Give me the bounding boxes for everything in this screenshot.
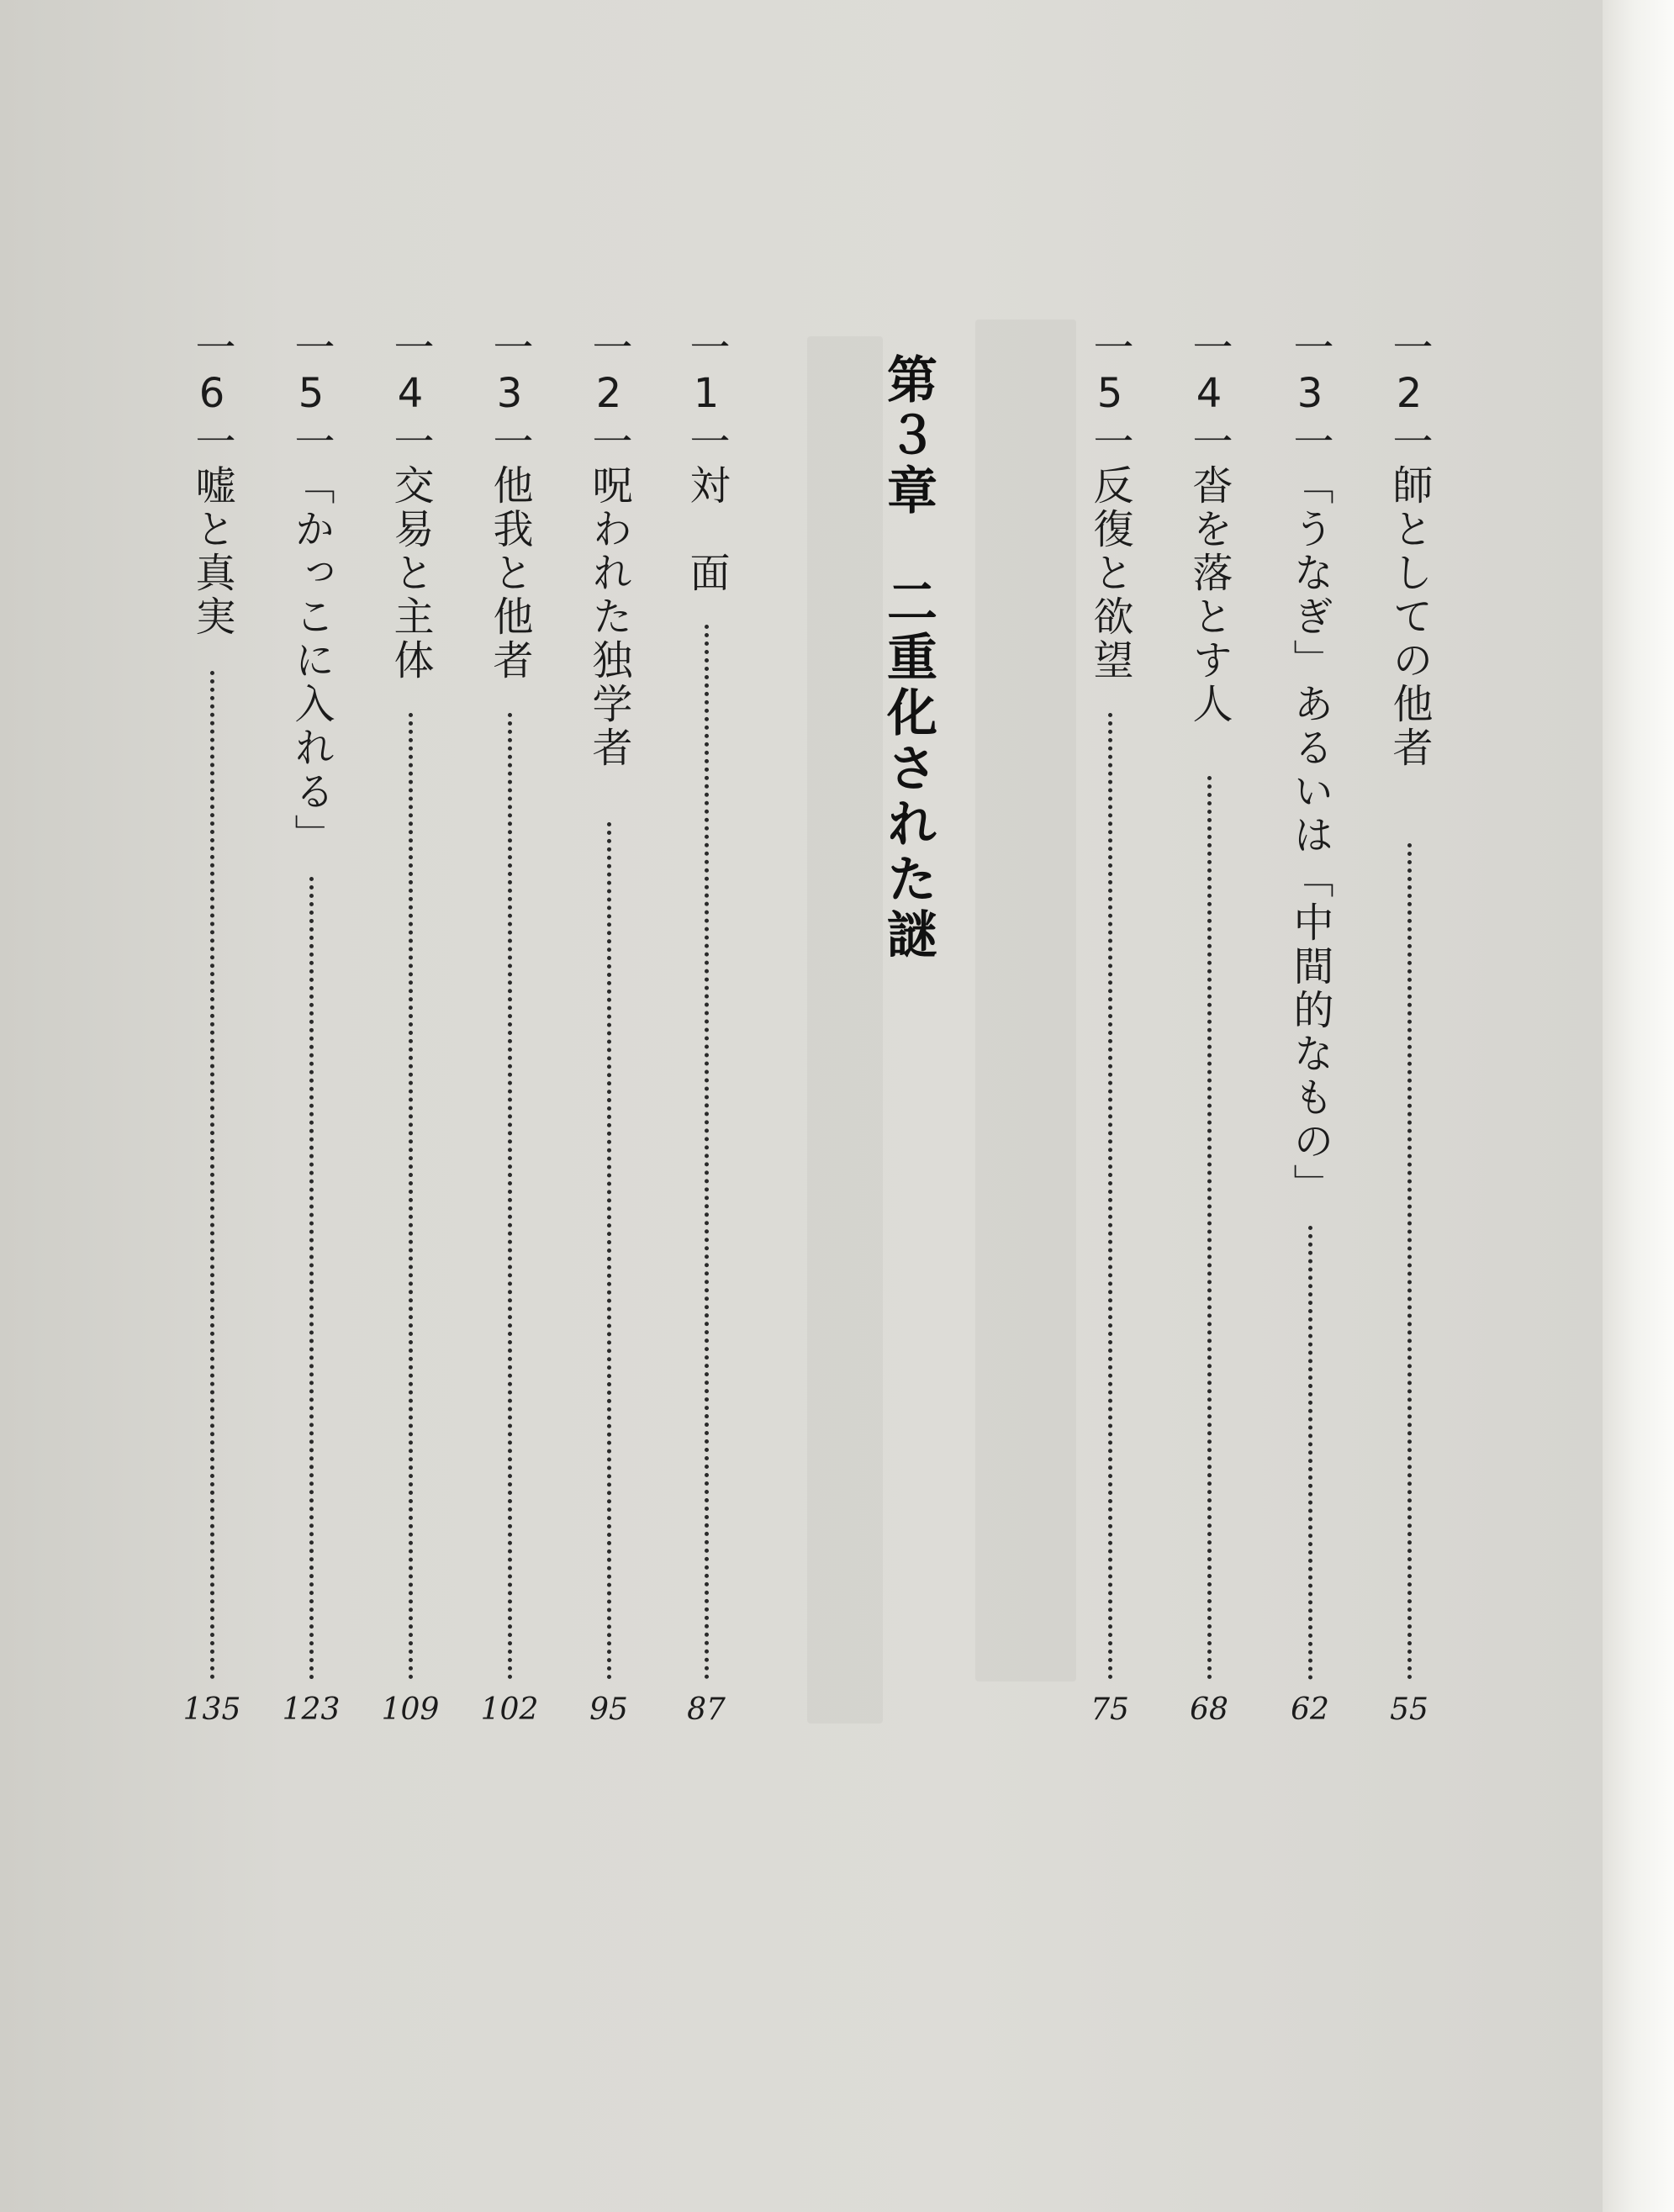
section-title: 反復と欲望 <box>1086 464 1133 683</box>
leader-dots <box>210 671 214 1680</box>
leader-dots <box>1207 776 1212 1680</box>
section-title: 嘘と真実 <box>188 464 235 639</box>
section-title: 交易と主体 <box>387 464 434 683</box>
page-number: 75 <box>1090 1692 1129 1727</box>
page-number: 135 <box>182 1692 241 1727</box>
leader-dots <box>1407 843 1412 1680</box>
leader-dots <box>607 822 611 1680</box>
leader-dots <box>508 713 512 1680</box>
section-marker: 一2一 <box>1386 326 1433 464</box>
section-marker: 一3一 <box>1286 326 1333 464</box>
toc-entry-text <box>1184 326 1234 726</box>
toc-entry[interactable] <box>480 326 539 1747</box>
page-number: 55 <box>1390 1692 1428 1727</box>
section-title: 他我と他者 <box>486 464 533 683</box>
toc-entry-text <box>1085 326 1135 683</box>
page-edge <box>1603 0 1674 2212</box>
section-marker: 一6一 <box>188 326 235 464</box>
section-marker: 一5一 <box>1086 326 1133 464</box>
toc-entry[interactable] <box>1384 326 1434 1747</box>
section-marker: 一5一 <box>288 326 335 464</box>
page-number: 95 <box>589 1692 628 1727</box>
page-number: 87 <box>687 1692 726 1727</box>
leader-dots <box>1108 713 1112 1680</box>
chapter-heading <box>874 353 942 1009</box>
section-marker: 一2一 <box>585 326 632 464</box>
section-title: 対 面 <box>683 464 730 595</box>
toc-entry[interactable] <box>1285 326 1335 1747</box>
toc-entry-text <box>484 326 535 683</box>
page-number: 102 <box>480 1692 539 1727</box>
toc-entry[interactable] <box>681 326 731 1747</box>
section-title: 呪われた独学者 <box>585 464 632 770</box>
toc-entry-text <box>187 326 237 639</box>
toc-entry[interactable] <box>584 326 634 1747</box>
page-number: 123 <box>282 1692 341 1727</box>
section-marker: 一4一 <box>1186 326 1233 464</box>
show-through-shadow <box>975 319 1076 1681</box>
toc-entry-text <box>1285 326 1335 1207</box>
toc-entry-text <box>385 326 436 683</box>
show-through-shadow <box>807 336 883 1724</box>
section-title: 「うなぎ」あるいは「中間的なもの」 <box>1286 464 1333 1207</box>
chapter-title: 二重化された謎 <box>879 575 937 963</box>
leader-dots <box>309 877 314 1680</box>
toc-entry[interactable] <box>282 326 341 1747</box>
section-title: 「かっこに入れる」 <box>288 464 335 858</box>
section-marker: 一1一 <box>683 326 730 464</box>
page-number: 62 <box>1291 1692 1329 1727</box>
chapter-label: 第３章 <box>879 353 937 520</box>
leader-dots <box>409 713 413 1680</box>
toc-entry[interactable] <box>182 326 241 1747</box>
toc-entry[interactable] <box>1085 326 1135 1747</box>
section-title: 沓を落とす人 <box>1186 464 1233 726</box>
section-marker: 一4一 <box>387 326 434 464</box>
toc-entry[interactable] <box>1184 326 1234 1747</box>
toc-entry[interactable] <box>381 326 440 1747</box>
leader-dots <box>705 625 709 1680</box>
toc-entry-text <box>1384 326 1434 770</box>
page-number: 68 <box>1190 1692 1228 1727</box>
toc-entry-text <box>681 326 731 595</box>
chapter-heading-text <box>874 353 942 963</box>
toc-entry-text <box>286 326 336 858</box>
section-title: 師としての他者 <box>1386 464 1433 770</box>
toc-entry-text <box>584 326 634 770</box>
section-marker: 一3一 <box>486 326 533 464</box>
page-number: 109 <box>381 1692 440 1727</box>
leader-dots <box>1308 1226 1312 1680</box>
